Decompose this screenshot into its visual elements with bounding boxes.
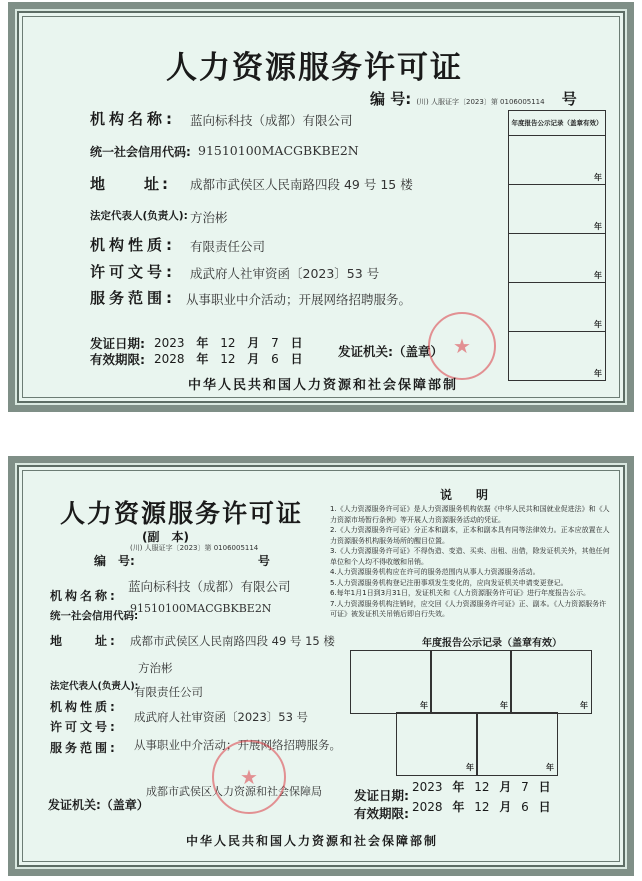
report-box [510, 650, 592, 714]
month-mark: 月 [499, 780, 512, 794]
serial-suffix: 号 [257, 554, 270, 568]
year-mark: 年 [466, 762, 474, 772]
day-mark: 日 [290, 336, 303, 350]
field-value-permit-doc: 成武府人社审资函〔2023〕53 号 [134, 710, 309, 724]
report-box [396, 712, 478, 776]
field-value-credit-code: 91510100MACGBKBE2N [130, 602, 272, 615]
year-mark: 年 [580, 700, 588, 710]
valid-month: 12 [220, 352, 236, 366]
report-cell: 年 [509, 283, 606, 332]
report-box [430, 650, 512, 714]
field-label-name: 机构名称: [90, 110, 176, 128]
year-mark: 年 [196, 352, 209, 366]
field-value-scope: 从事职业中介活动；开展网络招聘服务。 [134, 738, 341, 752]
authority-label: 发证机关:（盖章） [338, 344, 443, 359]
field-label-legal-rep: 法定代表人(负责人): [50, 681, 139, 692]
year-mark: 年 [452, 780, 465, 794]
year-mark: 年 [420, 700, 428, 710]
field-label-credit-code: 统一社会信用代码: [90, 145, 191, 159]
field-label-name: 机构名称: [50, 589, 118, 603]
field-value-credit-code: 91510100MACGBKBE2N [198, 143, 359, 158]
day-mark: 日 [538, 800, 551, 814]
field-label-nature: 机构性质: [90, 236, 176, 254]
serial-value: (川) 人服证字〔2023〕第 0106005114 [416, 98, 545, 106]
field-value-scope: 从事职业中介活动；开展网络招聘服务。 [186, 292, 412, 307]
field-label-scope: 服务范围: [90, 289, 176, 307]
issue-month: 12 [220, 336, 236, 350]
note-item: 3.《人力资源服务许可证》不得伪造、变造、买卖、出租、出借，除发证机关外，其他任何单位和个人均不得收缴和吊销。 [330, 547, 610, 566]
certificate-title: 人力资源服务许可证 [166, 50, 463, 86]
valid-date-label: 有效期限: [354, 806, 409, 821]
month-mark: 月 [499, 800, 512, 814]
day-mark: 日 [538, 780, 551, 794]
year-mark: 年 [196, 336, 209, 350]
field-value-nature: 有限责任公司 [190, 239, 266, 254]
issuer-footer: 中华人民共和国人力资源和社会保障部制 [188, 378, 459, 393]
field-value-legal-rep: 方治彬 [190, 210, 228, 225]
issue-date [154, 334, 303, 351]
issue-month: 12 [474, 780, 490, 794]
issue-date [412, 778, 551, 795]
note-item: 7.人力资源服务机构注销时，应交回《人力资源服务许可证》正、副本。《人力资源服务许可证》被发证机关吊销后即自行失效。 [330, 599, 607, 618]
report-box [476, 712, 558, 776]
year-mark: 年 [452, 800, 465, 814]
issue-day: 7 [271, 336, 279, 350]
field-label-scope: 服务范围: [50, 741, 118, 755]
issue-year: 2023 [154, 336, 185, 350]
certificate-original [8, 2, 634, 412]
issue-year: 2023 [412, 780, 443, 794]
field-label-nature: 机构性质: [50, 700, 118, 714]
field-label-credit-code: 统一社会信用代码: [50, 610, 139, 622]
valid-date [412, 798, 551, 815]
field-label-permit-doc: 许可文号: [90, 263, 176, 281]
field-label-address: 地 址: [50, 634, 118, 648]
field-value-nature: 有限责任公司 [134, 685, 203, 699]
report-cell: 年 [509, 234, 606, 283]
report-header: 年度报告公示记录（盖章有效） [509, 111, 606, 136]
serial-number [94, 550, 270, 569]
official-seal [212, 740, 286, 814]
valid-year: 2028 [412, 800, 443, 814]
issuer-footer: 中华人民共和国人力资源和社会保障部制 [186, 834, 439, 848]
serial-value: (川) 人服证字〔2023〕第 0106005114 [130, 544, 259, 552]
valid-date [154, 350, 303, 367]
note-item: 1.《人力资源服务许可证》是人力资源服务机构依据《中华人民共和国就业促进法》和《人力资源市场暂行条例》等开展人力资源服务活动的凭证。 [330, 505, 610, 524]
field-value-name: 蓝向标科技（成都）有限公司 [190, 113, 353, 128]
note-item: 4.人力资源服务机构应在许可的服务范围内从事人力资源服务活动。 [330, 568, 540, 576]
copy-subtitle: (副 本) [142, 530, 189, 544]
field-value-legal-rep: 方治彬 [138, 661, 173, 675]
serial-suffix: 号 [561, 90, 577, 108]
note-item: 6.每年1月1日到3月31日，发证机关和《人力资源服务许可证》进行年度报告公示。 [330, 589, 590, 597]
issue-date-label: 发证日期: [90, 336, 145, 351]
valid-year: 2028 [154, 352, 185, 366]
month-mark: 月 [247, 336, 260, 350]
serial-number [370, 88, 577, 109]
valid-day: 6 [271, 352, 279, 366]
valid-month: 12 [474, 800, 490, 814]
field-label-legal-rep: 法定代表人(负责人): [90, 210, 188, 222]
valid-date-label: 有效期限: [90, 352, 145, 367]
field-value-permit-doc: 成武府人社审资函〔2023〕53 号 [190, 266, 380, 281]
authority-label: 发证机关:（盖章） [48, 798, 149, 812]
day-mark: 日 [290, 352, 303, 366]
month-mark: 月 [247, 352, 260, 366]
report-header: 年度报告公示记录（盖章有效） [422, 638, 562, 649]
issue-day: 7 [521, 780, 529, 794]
issue-date-label: 发证日期: [354, 788, 409, 803]
official-seal [428, 312, 496, 380]
report-box [350, 650, 432, 714]
report-cell: 年 [509, 332, 606, 381]
field-value-name: 蓝向标科技（成都）有限公司 [128, 579, 291, 594]
field-label-address: 地 址: [90, 175, 171, 193]
certificate-copy [8, 456, 634, 876]
report-record-table [508, 110, 606, 381]
year-mark: 年 [546, 762, 554, 772]
report-cell: 年 [509, 185, 606, 234]
serial-label: 编 号: [94, 554, 135, 568]
valid-day: 6 [521, 800, 529, 814]
field-value-address: 成都市武侯区人民南路四段 49 号 15 楼 [190, 177, 413, 192]
notes-list [330, 504, 612, 620]
report-cell: 年 [509, 136, 606, 185]
year-mark: 年 [500, 700, 508, 710]
note-item: 5.人力资源服务机构登记注册事项发生变化的，应向发证机关申请变更登记。 [330, 578, 568, 587]
serial-label: 编 号: [370, 90, 412, 108]
notes-title: 说 明 [440, 488, 489, 502]
authority-name: 成都市武侯区人力资源和社会保障局 [146, 785, 322, 798]
field-label-permit-doc: 许可文号: [50, 720, 118, 734]
certificate-title: 人力资源服务许可证 [60, 499, 304, 528]
note-item: 2.《人力资源服务许可证》分正本和副本，正本和副本具有同等法律效力。正本应放置在人力资源服务机构服务场所的醒目位置。 [330, 526, 610, 545]
field-value-address: 成都市武侯区人民南路四段 49 号 15 楼 [130, 634, 335, 648]
